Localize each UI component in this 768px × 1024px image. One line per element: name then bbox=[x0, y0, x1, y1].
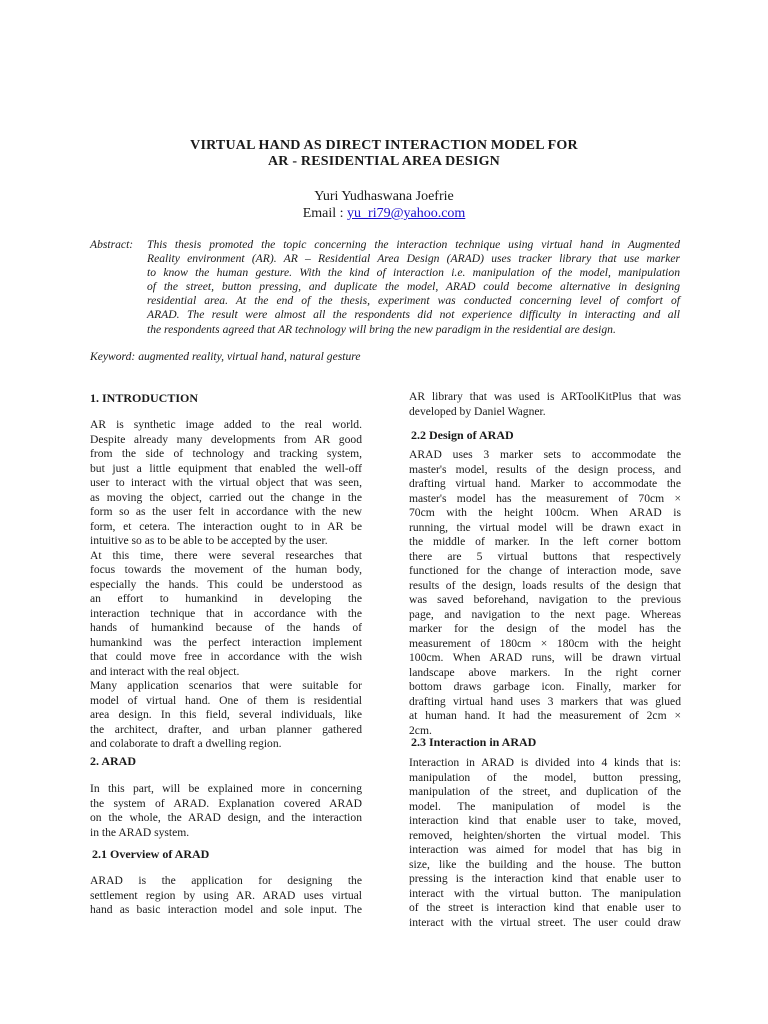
text-line: ARAD uses 3 marker sets to accommodate the bbox=[409, 448, 681, 461]
text-line: interaction technique that in accordance with the bbox=[90, 606, 362, 620]
text-line: residential area. At the end of the thesis, experiment was conducted concerning level of comfort of bbox=[147, 294, 680, 308]
text-line: hands of humankind because of the hands of bbox=[90, 621, 362, 634]
text-line: AR is synthetic image added to the real world. bbox=[90, 418, 362, 431]
abstract-body bbox=[147, 238, 680, 337]
text-line: the respondents agreed that AR technology will bring the new paradigm in the residential are design. bbox=[147, 322, 616, 336]
text-line: This thesis promoted the topic concerning the interaction technique using virtual hand in Augmented bbox=[147, 238, 680, 251]
text-line: 70cm with the height 100cm. When ARAD is bbox=[409, 506, 681, 519]
text-line: settlement region by using AR. ARAD uses virtual bbox=[90, 888, 362, 902]
text-line: Interaction in ARAD is divided into 4 kinds that is: bbox=[409, 756, 681, 769]
text-line: Despite already many developments from AR good bbox=[90, 432, 362, 446]
text-line: Reality environment (AR). AR – Residential Area Design (ARAD) uses tracker library that use marker bbox=[147, 252, 680, 266]
text-line: ARAD is the application for designing the bbox=[90, 874, 362, 887]
text-line: as moving the object, carried out the change in the bbox=[90, 490, 362, 504]
text-line: 100cm. When ARAD runs, will be drawn virtual bbox=[409, 651, 681, 664]
text-line: hand as basic interaction model and sole input. The bbox=[90, 903, 362, 916]
text-line: In this part, will be explained more in concerning bbox=[90, 782, 362, 795]
text-line: AR library that was used is ARToolKitPlus that was bbox=[409, 390, 681, 403]
text-line: pressing is the interaction kind that enable user to bbox=[409, 872, 681, 885]
arad-paragraph bbox=[90, 782, 362, 840]
text-line: drafting virtual hand. Marker to accommodate the bbox=[409, 477, 681, 490]
section-heading-introduction: 1. INTRODUCTION bbox=[90, 391, 199, 405]
text-line: bottom draws garbage icon. Finally, marker for bbox=[409, 680, 681, 693]
text-line: humankind was the perfect interaction implement bbox=[90, 635, 362, 649]
text-line: interaction kind that enable user to take, moved, bbox=[409, 814, 681, 827]
text-line: and colaborate to draft a dwelling region. bbox=[90, 737, 282, 750]
text-line: size, like the building and the house. The button bbox=[409, 857, 681, 871]
author-email-row bbox=[0, 206, 768, 222]
text-line: interact with the virtual button. The manipulation bbox=[409, 886, 681, 900]
text-line: and interact with the real object. bbox=[90, 664, 240, 678]
design-paragraph bbox=[409, 448, 681, 738]
text-line: master's model, results of the design process, and bbox=[409, 462, 681, 476]
intro-paragraph-1 bbox=[90, 418, 362, 549]
keywords: Keyword: augmented reality, virtual hand, natural gesture bbox=[90, 350, 361, 363]
text-line: removed, heighten/shorten the virtual model. This bbox=[409, 828, 681, 842]
text-line: to know the human gesture. With the kind of interaction i.e. manipulation of the model, manipulation bbox=[147, 266, 680, 280]
text-line: Many application scenarios that were suitable for bbox=[90, 679, 362, 692]
text-line: user to interact with the virtual object that was seen, bbox=[90, 476, 362, 489]
text-line: functioned for the change of interaction mode, save bbox=[409, 564, 681, 577]
interaction-paragraph bbox=[409, 756, 681, 930]
text-line: manipulation of the street, and duplication of the bbox=[409, 785, 681, 798]
text-line: marker for the design of the model has the bbox=[409, 622, 681, 635]
paper-title-line-2: AR - RESIDENTIAL AREA DESIGN bbox=[268, 154, 500, 169]
text-line: interaction was aimed for model that has big in bbox=[409, 843, 681, 856]
text-line: developed by Daniel Wagner. bbox=[409, 404, 546, 418]
text-line: form, et cetera. The interaction ought to in AR be bbox=[90, 519, 362, 533]
text-line: 2cm. bbox=[409, 723, 432, 737]
text-line: from the side of technology and tracking system, bbox=[90, 447, 362, 460]
text-line: master's model has the measurement of 70cm × bbox=[409, 491, 681, 505]
text-line: form so as the user felt in accordance with the new bbox=[90, 505, 362, 518]
text-line: landscape above markers. In the right corner bbox=[409, 665, 681, 679]
text-line: the architect, drafter, and urban planner gathered bbox=[90, 722, 362, 736]
subsection-heading-interaction: 2.3 Interaction in ARAD bbox=[411, 735, 537, 749]
section-heading-arad: 2. ARAD bbox=[90, 754, 137, 768]
text-line: at human hand. It had the measurement of 2cm × bbox=[409, 709, 681, 722]
text-line: model. The manipulation of model is the bbox=[409, 799, 681, 813]
intro-paragraph-3 bbox=[90, 679, 362, 752]
text-line: the middle of marker. In the left corner bottom bbox=[409, 535, 681, 548]
text-line: there are 5 virtual buttons that respectively bbox=[409, 549, 681, 563]
text-line: model of virtual hand. One of them is residential bbox=[90, 693, 362, 707]
email-label: Email : bbox=[302, 206, 348, 221]
text-line: ARAD. The result were almost all the respondents did not experience difficulty in interacting and all bbox=[147, 308, 680, 322]
text-line: drafting virtual hand uses 3 markers that was glued bbox=[409, 694, 681, 708]
text-line: but just a little equipment that enabled the well-off bbox=[90, 461, 362, 475]
text-line: interact with the virtual street. The user could draw bbox=[409, 915, 681, 929]
author-name: Yuri Yudhaswana Joefrie bbox=[314, 189, 454, 204]
email-link[interactable]: yu_ri79@yahoo.com bbox=[347, 206, 466, 221]
text-line: that could move free in accordance with the wish bbox=[90, 650, 362, 663]
overview-paragraph-continued bbox=[409, 390, 681, 419]
text-line: page, and navigation to the next page. Whereas bbox=[409, 607, 681, 621]
text-line: of the street is interaction kind that enable user to bbox=[409, 901, 681, 914]
text-line: an effort to humankind in developing the bbox=[90, 592, 362, 605]
text-line: manipulation of the model, button pressing, bbox=[409, 770, 681, 784]
text-line: running, the virtual model will be drawn exact in bbox=[409, 520, 681, 534]
text-line: especially the hands. This could be understood as bbox=[90, 577, 362, 591]
text-line: of the street, button pressing, and duplicate the model, ARAD could become alternative in designing bbox=[147, 280, 680, 294]
intro-paragraph-2 bbox=[90, 549, 362, 680]
text-line: on the whole, the ARAD design, and the interaction bbox=[90, 811, 362, 824]
subsection-heading-overview: 2.1 Overview of ARAD bbox=[92, 847, 210, 861]
paper-title-line-1: VIRTUAL HAND AS DIRECT INTERACTION MODEL FOR bbox=[190, 138, 578, 153]
overview-paragraph bbox=[90, 874, 362, 918]
text-line: At this time, there were several researches that bbox=[90, 548, 362, 562]
abstract-label: Abstract: bbox=[90, 238, 134, 251]
text-line: measurement of 180cm × 180cm with the height bbox=[409, 636, 681, 650]
text-line: focus towards the movement of the human body, bbox=[90, 563, 362, 576]
text-line: was saved beforehand, navigation to the previous bbox=[409, 593, 681, 606]
text-line: intuitive so as to be able to be accepted by the user. bbox=[90, 534, 328, 547]
text-line: results of the design, loads results of the design that bbox=[409, 578, 681, 592]
text-line: the system of ARAD. Explanation covered ARAD bbox=[90, 796, 362, 810]
text-line: in the ARAD system. bbox=[90, 825, 190, 839]
text-line: area design. In this field, several individuals, like bbox=[90, 708, 362, 721]
subsection-heading-design: 2.2 Design of ARAD bbox=[411, 428, 514, 442]
